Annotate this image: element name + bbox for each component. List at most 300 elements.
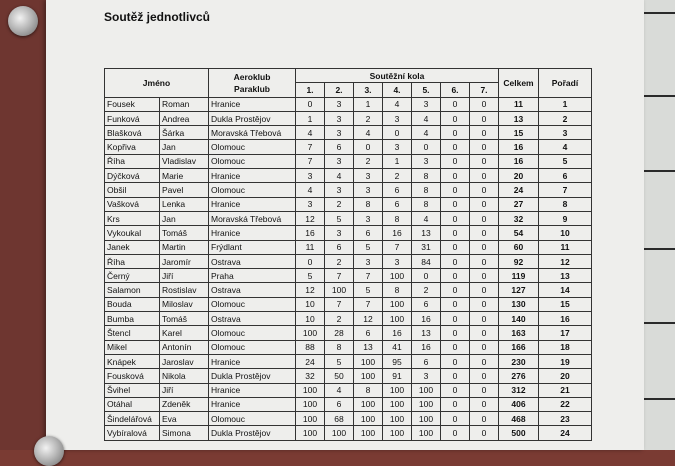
round-score-cell: 5 xyxy=(296,269,325,283)
rank-cell: 9 xyxy=(539,211,592,225)
round-score-cell: 3 xyxy=(412,154,441,168)
round-score-cell: 0 xyxy=(470,111,499,125)
round-score-cell: 3 xyxy=(354,254,383,268)
table-row xyxy=(105,383,592,397)
club-cell: Ostrava xyxy=(209,283,296,297)
rank-cell: 19 xyxy=(539,354,592,368)
round-score-cell: 100 xyxy=(325,426,354,440)
round-score-cell: 0 xyxy=(441,397,470,411)
club-cell: Hranice xyxy=(209,197,296,211)
table-row xyxy=(105,254,592,268)
rank-cell: 16 xyxy=(539,312,592,326)
last-name-cell: Blašková xyxy=(105,126,160,140)
last-name-cell: Šindelářová xyxy=(105,412,160,426)
total-cell: 130 xyxy=(499,297,539,311)
first-name-cell: Simona xyxy=(160,426,209,440)
round-score-cell: 0 xyxy=(470,354,499,368)
first-name-cell: Jiří xyxy=(160,269,209,283)
first-name-cell: Tomáš xyxy=(160,312,209,326)
round-score-cell: 100 xyxy=(412,426,441,440)
round-score-cell: 7 xyxy=(296,154,325,168)
round-score-cell: 50 xyxy=(325,369,354,383)
round-score-cell: 0 xyxy=(470,226,499,240)
last-name-cell: Bouda xyxy=(105,297,160,311)
rank-cell: 10 xyxy=(539,226,592,240)
round-score-cell: 0 xyxy=(441,211,470,225)
round-score-cell: 0 xyxy=(470,254,499,268)
round-score-cell: 100 xyxy=(354,426,383,440)
round-score-cell: 0 xyxy=(470,140,499,154)
round-score-cell: 3 xyxy=(296,169,325,183)
round-score-cell: 0 xyxy=(441,354,470,368)
table-row xyxy=(105,240,592,254)
round-score-cell: 8 xyxy=(354,197,383,211)
total-cell: 127 xyxy=(499,283,539,297)
rank-cell: 15 xyxy=(539,297,592,311)
round-score-cell: 1 xyxy=(383,154,412,168)
round-score-cell: 100 xyxy=(354,397,383,411)
last-name-cell: Obšil xyxy=(105,183,160,197)
round-score-cell: 2 xyxy=(325,197,354,211)
round-score-cell: 0 xyxy=(441,412,470,426)
last-name-cell: Vybíralová xyxy=(105,426,160,440)
round-score-cell: 100 xyxy=(296,326,325,340)
round-score-cell: 100 xyxy=(383,312,412,326)
round-score-cell: 91 xyxy=(383,369,412,383)
total-cell: 140 xyxy=(499,312,539,326)
round-score-cell: 0 xyxy=(441,340,470,354)
round-score-cell: 0 xyxy=(441,154,470,168)
round-header: 7. xyxy=(470,83,499,97)
round-score-cell: 3 xyxy=(354,183,383,197)
total-header: Celkem xyxy=(499,69,539,98)
round-score-cell: 95 xyxy=(383,354,412,368)
round-score-cell: 0 xyxy=(441,226,470,240)
last-name-cell: Otáhal xyxy=(105,397,160,411)
round-score-cell: 5 xyxy=(354,283,383,297)
round-score-cell: 41 xyxy=(383,340,412,354)
table-row xyxy=(105,154,592,168)
round-score-cell: 100 xyxy=(354,354,383,368)
first-name-cell: Zdeněk xyxy=(160,397,209,411)
round-score-cell: 0 xyxy=(470,97,499,111)
total-cell: 27 xyxy=(499,197,539,211)
first-name-cell: Karel xyxy=(160,326,209,340)
rank-cell: 4 xyxy=(539,140,592,154)
round-score-cell: 2 xyxy=(325,254,354,268)
round-score-cell: 8 xyxy=(412,183,441,197)
rank-cell: 14 xyxy=(539,283,592,297)
round-score-cell: 0 xyxy=(296,254,325,268)
total-cell: 406 xyxy=(499,397,539,411)
last-name-cell: Kopřiva xyxy=(105,140,160,154)
table-row xyxy=(105,183,592,197)
round-score-cell: 0 xyxy=(441,197,470,211)
round-score-cell: 6 xyxy=(412,354,441,368)
table-row xyxy=(105,369,592,383)
round-score-cell: 12 xyxy=(354,312,383,326)
round-score-cell: 0 xyxy=(441,269,470,283)
round-score-cell: 0 xyxy=(441,283,470,297)
round-score-cell: 4 xyxy=(412,126,441,140)
round-score-cell: 4 xyxy=(412,111,441,125)
round-score-cell: 3 xyxy=(296,197,325,211)
rank-cell: 13 xyxy=(539,269,592,283)
total-cell: 32 xyxy=(499,211,539,225)
round-score-cell: 0 xyxy=(470,326,499,340)
round-score-cell: 7 xyxy=(383,240,412,254)
total-cell: 20 xyxy=(499,169,539,183)
round-score-cell: 0 xyxy=(296,97,325,111)
rank-cell: 22 xyxy=(539,397,592,411)
table-row xyxy=(105,326,592,340)
round-score-cell: 100 xyxy=(412,412,441,426)
club-cell: Olomouc xyxy=(209,297,296,311)
round-score-cell: 2 xyxy=(412,283,441,297)
round-score-cell: 6 xyxy=(325,397,354,411)
round-score-cell: 16 xyxy=(296,226,325,240)
magnet-bottom-left xyxy=(34,436,64,466)
total-cell: 312 xyxy=(499,383,539,397)
last-name-cell: Štencl xyxy=(105,326,160,340)
table-row xyxy=(105,426,592,440)
round-score-cell: 12 xyxy=(296,211,325,225)
last-name-cell: Švihel xyxy=(105,383,160,397)
round-score-cell: 3 xyxy=(412,97,441,111)
round-score-cell: 6 xyxy=(383,197,412,211)
round-header: 6. xyxy=(441,83,470,97)
last-name-cell: Fousková xyxy=(105,369,160,383)
last-name-cell: Říha xyxy=(105,254,160,268)
total-cell: 163 xyxy=(499,326,539,340)
club-header-line2: Paraklub xyxy=(234,83,270,94)
round-score-cell: 0 xyxy=(412,269,441,283)
round-score-cell: 100 xyxy=(296,412,325,426)
round-score-cell: 0 xyxy=(470,169,499,183)
table-row xyxy=(105,283,592,297)
round-score-cell: 0 xyxy=(441,254,470,268)
round-score-cell: 8 xyxy=(412,169,441,183)
round-score-cell: 6 xyxy=(325,240,354,254)
round-header: 4. xyxy=(383,83,412,97)
magnet-top-left xyxy=(8,6,38,36)
club-cell: Hranice xyxy=(209,397,296,411)
last-name-cell: Salamon xyxy=(105,283,160,297)
rank-header: Pořadí xyxy=(539,69,592,98)
first-name-cell: Martin xyxy=(160,240,209,254)
round-score-cell: 0 xyxy=(470,383,499,397)
round-score-cell: 0 xyxy=(441,326,470,340)
round-score-cell: 7 xyxy=(354,269,383,283)
club-cell: Hranice xyxy=(209,169,296,183)
table-row xyxy=(105,169,592,183)
first-name-cell: Šárka xyxy=(160,126,209,140)
round-score-cell: 0 xyxy=(441,140,470,154)
rank-cell: 18 xyxy=(539,340,592,354)
round-score-cell: 6 xyxy=(325,140,354,154)
total-cell: 15 xyxy=(499,126,539,140)
round-score-cell: 31 xyxy=(412,240,441,254)
table-row xyxy=(105,412,592,426)
club-cell: Dukla Prostějov xyxy=(209,426,296,440)
rank-cell: 21 xyxy=(539,383,592,397)
last-name-cell: Dýčková xyxy=(105,169,160,183)
club-cell: Olomouc xyxy=(209,412,296,426)
round-score-cell: 4 xyxy=(296,126,325,140)
round-score-cell: 1 xyxy=(354,97,383,111)
round-score-cell: 6 xyxy=(354,326,383,340)
total-cell: 11 xyxy=(499,97,539,111)
round-score-cell: 2 xyxy=(354,154,383,168)
table-row xyxy=(105,197,592,211)
total-cell: 16 xyxy=(499,154,539,168)
round-score-cell: 8 xyxy=(325,340,354,354)
round-score-cell: 0 xyxy=(441,312,470,326)
table-row xyxy=(105,269,592,283)
table-row xyxy=(105,111,592,125)
club-cell: Ostrava xyxy=(209,312,296,326)
round-score-cell: 5 xyxy=(354,240,383,254)
first-name-cell: Jaromír xyxy=(160,254,209,268)
round-score-cell: 11 xyxy=(296,240,325,254)
round-score-cell: 3 xyxy=(354,211,383,225)
last-name-cell: Vykoukal xyxy=(105,226,160,240)
round-score-cell: 3 xyxy=(325,111,354,125)
round-score-cell: 0 xyxy=(470,197,499,211)
rank-cell: 11 xyxy=(539,240,592,254)
rank-cell: 5 xyxy=(539,154,592,168)
round-score-cell: 8 xyxy=(412,197,441,211)
round-score-cell: 1 xyxy=(296,111,325,125)
club-cell: Praha xyxy=(209,269,296,283)
first-name-cell: Jan xyxy=(160,140,209,154)
club-cell: Olomouc xyxy=(209,154,296,168)
rank-cell: 1 xyxy=(539,97,592,111)
round-header: 2. xyxy=(325,83,354,97)
round-score-cell: 2 xyxy=(325,312,354,326)
round-score-cell: 13 xyxy=(354,340,383,354)
table-row xyxy=(105,340,592,354)
round-score-cell: 100 xyxy=(383,397,412,411)
results-body xyxy=(105,97,592,440)
round-score-cell: 0 xyxy=(354,140,383,154)
club-cell: Hranice xyxy=(209,354,296,368)
round-score-cell: 7 xyxy=(354,297,383,311)
round-score-cell: 2 xyxy=(383,169,412,183)
round-score-cell: 100 xyxy=(296,383,325,397)
rank-cell: 12 xyxy=(539,254,592,268)
table-row xyxy=(105,211,592,225)
total-cell: 276 xyxy=(499,369,539,383)
round-score-cell: 100 xyxy=(296,397,325,411)
rank-cell: 2 xyxy=(539,111,592,125)
first-name-cell: Rostislav xyxy=(160,283,209,297)
round-score-cell: 0 xyxy=(470,283,499,297)
last-name-cell: Knápek xyxy=(105,354,160,368)
round-score-cell: 6 xyxy=(383,183,412,197)
round-score-cell: 0 xyxy=(441,97,470,111)
total-cell: 166 xyxy=(499,340,539,354)
round-score-cell: 4 xyxy=(412,211,441,225)
round-score-cell: 7 xyxy=(325,269,354,283)
round-score-cell: 24 xyxy=(296,354,325,368)
round-score-cell: 68 xyxy=(325,412,354,426)
first-name-cell: Nikola xyxy=(160,369,209,383)
round-score-cell: 0 xyxy=(470,126,499,140)
club-cell: Moravská Třebová xyxy=(209,126,296,140)
round-score-cell: 0 xyxy=(441,240,470,254)
last-name-cell: Černý xyxy=(105,269,160,283)
rank-cell: 8 xyxy=(539,197,592,211)
first-name-cell: Lenka xyxy=(160,197,209,211)
total-cell: 500 xyxy=(499,426,539,440)
round-score-cell: 16 xyxy=(383,226,412,240)
first-name-cell: Marie xyxy=(160,169,209,183)
round-score-cell: 100 xyxy=(383,269,412,283)
table-row xyxy=(105,312,592,326)
round-score-cell: 0 xyxy=(441,369,470,383)
table-row xyxy=(105,297,592,311)
club-cell: Hranice xyxy=(209,226,296,240)
total-cell: 119 xyxy=(499,269,539,283)
round-score-cell: 10 xyxy=(296,312,325,326)
round-score-cell: 10 xyxy=(296,297,325,311)
round-score-cell: 0 xyxy=(441,426,470,440)
first-name-cell: Eva xyxy=(160,412,209,426)
round-score-cell: 0 xyxy=(470,412,499,426)
total-cell: 92 xyxy=(499,254,539,268)
round-score-cell: 4 xyxy=(325,383,354,397)
round-score-cell: 3 xyxy=(325,226,354,240)
round-score-cell: 0 xyxy=(470,426,499,440)
round-score-cell: 0 xyxy=(470,154,499,168)
club-header xyxy=(209,69,296,98)
round-score-cell: 100 xyxy=(383,297,412,311)
club-cell: Olomouc xyxy=(209,326,296,340)
round-score-cell: 3 xyxy=(383,140,412,154)
round-score-cell: 5 xyxy=(325,211,354,225)
rounds-group-header: Soutěžní kola xyxy=(296,69,499,83)
round-score-cell: 5 xyxy=(325,354,354,368)
total-cell: 60 xyxy=(499,240,539,254)
first-name-cell: Roman xyxy=(160,97,209,111)
first-name-cell: Miloslav xyxy=(160,297,209,311)
round-score-cell: 2 xyxy=(354,111,383,125)
round-score-cell: 100 xyxy=(383,426,412,440)
first-name-cell: Vladislav xyxy=(160,154,209,168)
first-name-cell: Jiří xyxy=(160,383,209,397)
first-name-cell: Andrea xyxy=(160,111,209,125)
club-cell: Hranice xyxy=(209,97,296,111)
round-header: 3. xyxy=(354,83,383,97)
round-score-cell: 3 xyxy=(325,97,354,111)
last-name-cell: Říha xyxy=(105,154,160,168)
rank-cell: 6 xyxy=(539,169,592,183)
table-row xyxy=(105,226,592,240)
last-name-cell: Krs xyxy=(105,211,160,225)
round-score-cell: 0 xyxy=(470,397,499,411)
round-score-cell: 100 xyxy=(412,383,441,397)
round-score-cell: 0 xyxy=(441,297,470,311)
round-score-cell: 3 xyxy=(383,254,412,268)
table-row xyxy=(105,354,592,368)
rank-cell: 7 xyxy=(539,183,592,197)
round-header: 5. xyxy=(412,83,441,97)
round-score-cell: 28 xyxy=(325,326,354,340)
first-name-cell: Tomáš xyxy=(160,226,209,240)
club-cell: Hranice xyxy=(209,383,296,397)
total-cell: 24 xyxy=(499,183,539,197)
round-score-cell: 3 xyxy=(325,126,354,140)
last-name-cell: Fousek xyxy=(105,97,160,111)
round-score-cell: 100 xyxy=(354,412,383,426)
round-score-cell: 0 xyxy=(383,126,412,140)
round-score-cell: 0 xyxy=(470,312,499,326)
rank-cell: 17 xyxy=(539,326,592,340)
club-cell: Olomouc xyxy=(209,183,296,197)
club-cell: Dukla Prostějov xyxy=(209,111,296,125)
total-cell: 230 xyxy=(499,354,539,368)
round-score-cell: 0 xyxy=(470,211,499,225)
last-name-cell: Janek xyxy=(105,240,160,254)
round-score-cell: 12 xyxy=(296,283,325,297)
total-cell: 16 xyxy=(499,140,539,154)
first-name-cell: Jaroslav xyxy=(160,354,209,368)
rank-cell: 24 xyxy=(539,426,592,440)
round-score-cell: 88 xyxy=(296,340,325,354)
last-name-cell: Funková xyxy=(105,111,160,125)
first-name-cell: Pavel xyxy=(160,183,209,197)
table-row xyxy=(105,140,592,154)
round-score-cell: 0 xyxy=(441,126,470,140)
total-cell: 13 xyxy=(499,111,539,125)
club-cell: Ostrava xyxy=(209,254,296,268)
round-score-cell: 100 xyxy=(296,426,325,440)
name-header: Jméno xyxy=(105,69,209,98)
round-score-cell: 0 xyxy=(441,383,470,397)
round-score-cell: 3 xyxy=(412,369,441,383)
round-score-cell: 8 xyxy=(383,211,412,225)
round-score-cell: 100 xyxy=(383,383,412,397)
round-score-cell: 16 xyxy=(383,326,412,340)
round-score-cell: 0 xyxy=(441,111,470,125)
table-row xyxy=(105,397,592,411)
rank-cell: 20 xyxy=(539,369,592,383)
round-score-cell: 4 xyxy=(325,169,354,183)
round-score-cell: 6 xyxy=(412,297,441,311)
first-name-cell: Antonín xyxy=(160,340,209,354)
first-name-cell: Jan xyxy=(160,211,209,225)
round-score-cell: 3 xyxy=(354,169,383,183)
round-score-cell: 4 xyxy=(354,126,383,140)
round-score-cell: 3 xyxy=(383,111,412,125)
rank-cell: 3 xyxy=(539,126,592,140)
round-score-cell: 84 xyxy=(412,254,441,268)
club-cell: Olomouc xyxy=(209,340,296,354)
club-cell: Dukla Prostějov xyxy=(209,369,296,383)
results-table xyxy=(104,68,592,441)
round-score-cell: 8 xyxy=(383,283,412,297)
round-score-cell: 13 xyxy=(412,326,441,340)
total-cell: 54 xyxy=(499,226,539,240)
round-score-cell: 100 xyxy=(354,369,383,383)
club-header-line1: Aeroklub xyxy=(233,71,271,82)
round-score-cell: 4 xyxy=(296,183,325,197)
round-score-cell: 3 xyxy=(325,154,354,168)
round-score-cell: 13 xyxy=(412,226,441,240)
table-row xyxy=(105,126,592,140)
round-score-cell: 3 xyxy=(325,183,354,197)
